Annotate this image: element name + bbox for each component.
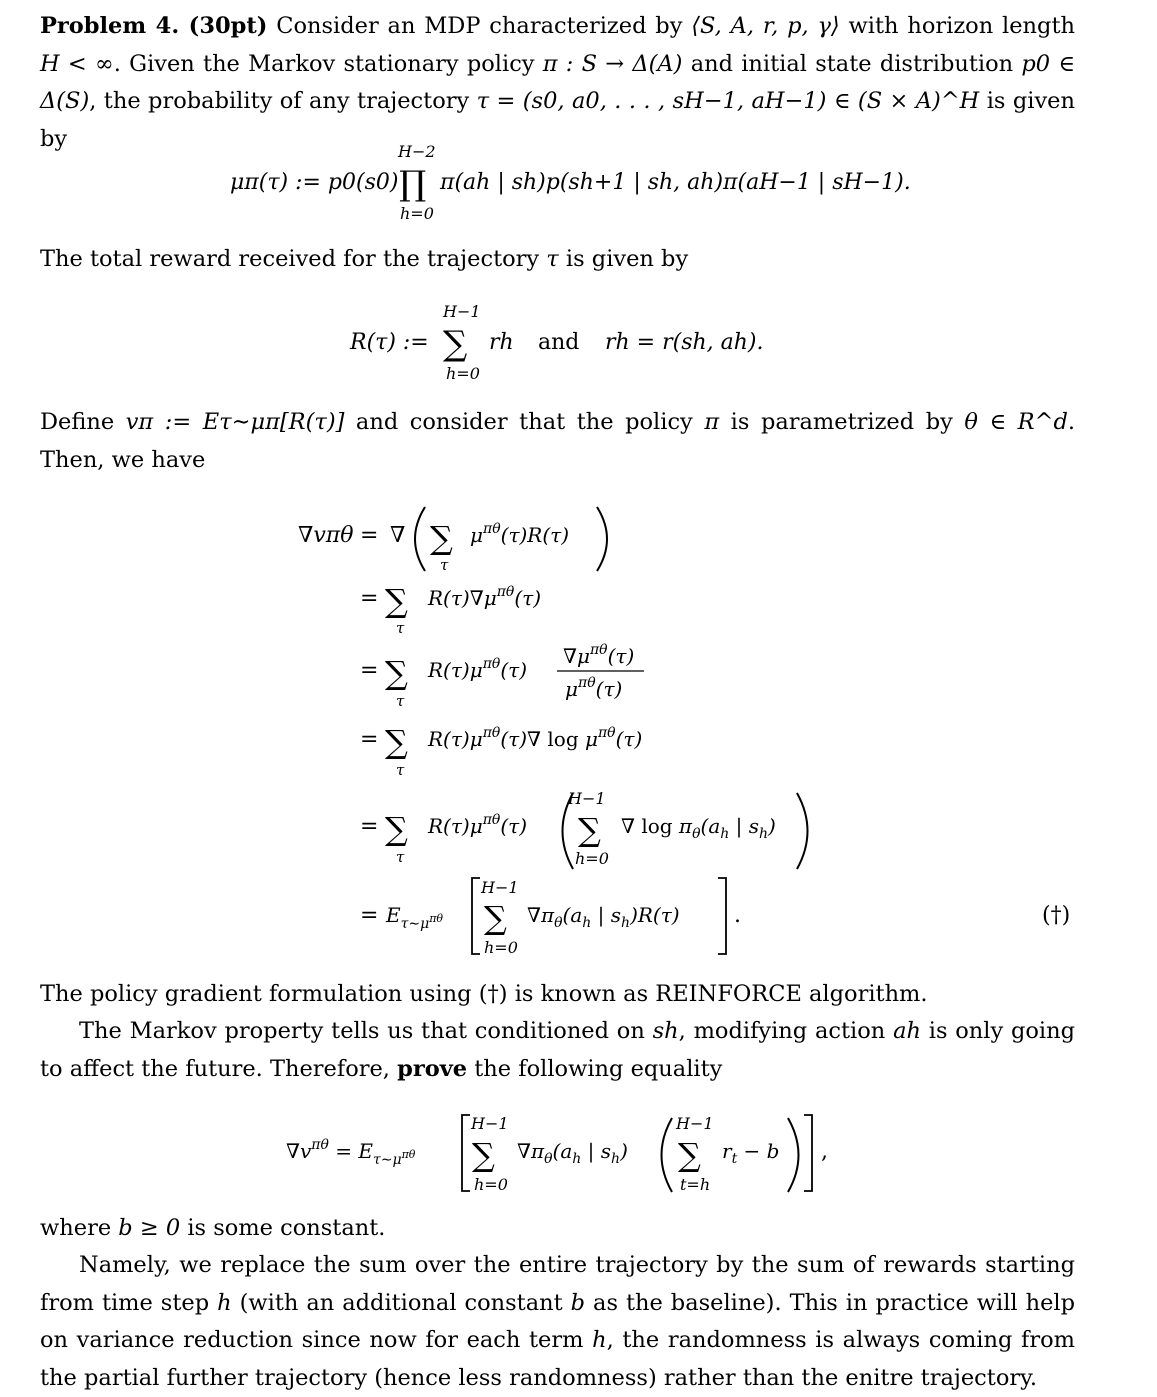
final-sum-t: ∑ [678,1136,701,1174]
line5-lower: h=0 [575,849,609,868]
reward-text-b: is given by [565,246,689,272]
markov-text-b: , modifying action [678,1018,886,1044]
markov-text-c: is only going to affect the future. Therefore, [40,1018,1076,1082]
line6-upper: H−1 [481,878,519,897]
define-text-a: Define [40,409,115,435]
mdp-tuple: ⟨S, A, r, p, γ⟩ [691,13,840,39]
bracket-right-6 [718,878,726,954]
eq-mu-body: π(ah | sh)p(sh+1 | sh, ah)π(aH−1 | sH−1). [440,170,911,195]
product-symbol: ∏ [399,164,427,204]
intro-text-a: Consider an MDP characterized by [276,13,683,39]
equals-3: = [360,658,379,683]
line4-body: $R(\tau)\mu^{\pi\theta}(\tau)\nabla$ $\log \mu^{\pi\theta}(\tau)$ [428,725,643,751]
final-comma: , [821,1139,828,1164]
line3-numerator: $\nabla\mu^{\pi\theta}(\tau)$ [563,642,635,668]
sum-2: ∑ [385,582,408,620]
line5-a: $R(\tau)\mu^{\pi\theta}(\tau)$ [428,812,528,838]
baseline-condition: b ≥ 0 [118,1215,181,1241]
eq-reward-sum-lower: h=0 [446,364,480,383]
eq-mu-lhs: μπ(τ) := p0(s0) [230,170,399,195]
sum-4: ∑ [385,723,408,761]
paren-left-1 [415,507,425,571]
final-grad-term: $\nabla\pi_\theta(a_h$ | $s_h$) [517,1139,628,1167]
where-paragraph [40,1210,1075,1248]
nabla-1: ∇ [390,523,406,548]
reinforce-dagger: (†) [478,981,508,1007]
reward-paragraph [40,241,1075,279]
line6-lower: h=0 [484,938,518,957]
define-pi: π [704,409,720,435]
where-text-a: where [40,1215,112,1241]
reinforce-paragraph [40,976,1075,1014]
sum-5b: ∑ [578,811,601,849]
final-inner: $r_t - b$ [722,1139,780,1167]
sum-symbol: ∑ [443,324,468,364]
equation-tag-dagger: (†) [1042,903,1071,928]
final-upper-t: H−1 [676,1114,714,1133]
intro-text-f: is given by [40,88,1075,152]
namely-h: h [217,1289,232,1316]
bracket-left-6 [472,878,480,954]
final-upper-h: H−1 [471,1114,509,1133]
namely-paragraph [40,1247,1075,1397]
where-text-b: is some constant. [187,1215,386,1241]
sum-over-2: τ [396,619,405,637]
equation-trajectory-probability [0,135,1157,230]
namely-h2: h [592,1327,607,1353]
sum-3: ∑ [385,654,408,692]
line2-body: $R(\tau)\nabla\mu^{\pi\theta}(\tau)$ [428,584,542,610]
value-def: vπ := Eτ∼μπ[R(τ)] [125,409,345,435]
intro-text-c: . Given the Markov stationary policy [113,50,535,77]
prove-emphasis: prove [397,1055,468,1082]
line3-denominator: $\mu^{\pi\theta}(\tau)$ [565,675,623,701]
line1-body: $\mu^{\pi\theta}(\tau)R(\tau)$ [470,521,570,547]
intro-text-d: and initial state distribution [690,50,1014,77]
line6-expectation: $E_{\tau\sim\mu}^{\pi\theta}$ [386,903,444,932]
theta-def: θ ∈ R^d [964,409,1068,435]
final-paren-left [662,1118,673,1192]
markov-text-d: the following equality [474,1055,723,1082]
period-6: . [734,903,741,928]
reward-text-a: The total reward received for the trajectory [40,246,540,272]
horizon-symbol: H < ∞ [40,50,114,77]
markov-paragraph [40,1013,1075,1088]
equation-reward [0,295,1157,390]
final-lhs: $\nabla v^{\pi\theta} = E_{\tau\sim\mu}^{\pi\theta}$ [286,1137,416,1168]
equals-5: = [360,814,379,839]
trajectory-def: τ = (s0, a0, . . . , sH−1, aH−1) ∈ (S × A)^H [476,88,980,114]
line6-inner: $\nabla\pi_\theta(a_h$ | $s_h)R(\tau)$ [527,903,680,931]
reinforce-text-b: is known as REINFORCE algorithm. [514,981,928,1007]
sum-over-1: τ [440,556,449,574]
reinforce-text-a: The policy gradient formulation using [40,981,472,1007]
eq-mu-prod-lower: h=0 [400,204,434,223]
markov-text-a: The Markov property tells us that conditioned on [79,1018,645,1044]
namely-text-a: Namely, we replace the sum over the entire trajectory by the sum of rewards starting from time step [40,1252,1075,1316]
eq-reward-sum-upper: H−1 [443,302,481,321]
paren-right-5 [797,793,808,869]
sum-1: ∑ [430,519,453,557]
define-text-b: and consider that the policy [355,409,693,435]
equals-4: = [360,727,379,752]
eq-reward-term: rh [489,330,514,355]
final-lower-h: h=0 [474,1175,508,1194]
line5-inner: ∇ $\log \pi_\theta(a_h$ | $s_h$) [621,814,776,842]
equals-1: = [360,523,379,548]
eq-reward-and: and [538,330,580,355]
equation-final [0,1100,1157,1200]
namely-text-b: (with an additional constant [239,1289,563,1316]
init-dist: p0 ∈ Δ(S) [40,50,1075,114]
namely-text-d: , the randomness is always coming from the partial further trajectory (hence less randomness) rather than the enitre trajectory. [40,1327,1075,1391]
final-sum-h: ∑ [472,1136,495,1174]
markov-sh: sh [652,1018,679,1044]
final-lower-t: t=h [680,1175,711,1194]
define-paragraph [40,404,1075,479]
final-bracket-right [804,1115,812,1191]
sum-over-3: τ [396,692,405,710]
problem-heading: Problem 4. (30pt) [40,13,268,39]
namely-b: b [570,1289,586,1316]
namely-text-c: as the baseline). This in practice will help on variance reduction since now for each term [40,1289,1076,1353]
policy-map: π : S → Δ(A) [542,50,683,77]
sum-over-4: τ [396,761,405,779]
define-text-d: . Then, we have [40,409,1076,473]
line3-a: $R(\tau)\mu^{\pi\theta}(\tau)$ [428,656,528,682]
final-paren-right [788,1118,799,1192]
markov-ah: ah [893,1018,921,1044]
eq-reward-rhs: rh = r(sh, ah). [605,330,764,355]
derivation-lhs: ∇vπθ [298,523,354,548]
equals-6: = [360,903,379,928]
line5-upper: H−1 [568,789,606,808]
derivation-block [0,495,1157,970]
eq-mu-prod-upper: H−2 [398,142,436,161]
final-bracket-left [462,1115,470,1191]
sum-6: ∑ [484,899,507,937]
intro-text-b: with horizon length [848,13,1075,39]
equals-2: = [360,586,379,611]
sum-over-5: τ [396,848,405,866]
intro-text-e: , the probability of any trajectory [89,88,470,114]
reward-tau: τ [546,246,559,272]
sum-5: ∑ [385,810,408,848]
eq-reward-lhs: R(τ) := [350,330,429,355]
paren-right-1 [597,507,607,571]
define-text-c: is parametrized by [730,409,953,435]
